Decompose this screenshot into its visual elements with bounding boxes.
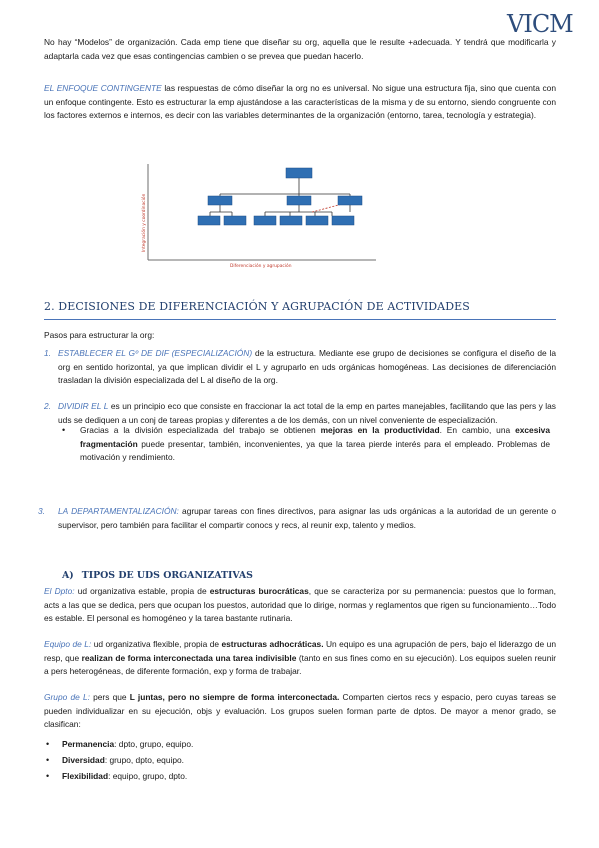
org-chart-figure: [140, 160, 380, 272]
list-item-label: Permanencia: [62, 739, 115, 749]
section-2-rule: [44, 319, 556, 320]
list-item-text: : dpto, grupo, equipo.: [114, 739, 194, 749]
logo-text: VICM: [507, 10, 573, 38]
equipo-text-c: Un equipo es una agrupación de pers, bajo el liderazgo de un resp, que: [44, 639, 556, 663]
y-axis-label: Integración y coordinación: [142, 193, 147, 252]
list-item-label: Flexibilidad: [62, 771, 109, 781]
step-2-body: es un principio eco que consiste en fraccionar la act total de la emp en partes manejables, facilitando que las pers y las uds se dediquen a un conj de tareas propias y diferentes a de los demás, con un nivel conveniente de especialización.: [58, 401, 556, 425]
grupo-bold: L juntas, pero no siempre de forma interconectada.: [129, 692, 340, 702]
dpto-paragraph: [44, 585, 556, 626]
subsection-a-title: TIPOS DE UDS ORGANIZATIVAS: [81, 570, 253, 581]
org-box-low-2: [224, 216, 246, 225]
org-box-low-1: [198, 216, 220, 225]
list-bullet: •: [46, 771, 50, 781]
list-item-label: Diversidad: [62, 755, 105, 765]
subsection-a-heading: [62, 569, 253, 583]
step-3-term: LA DEPARTAMENTALIZACIÓN:: [58, 506, 179, 516]
dpto-bold: estructuras burocráticas: [209, 586, 309, 596]
bullet-text-a: Gracias a la división especializada del trabajo se obtienen: [80, 425, 321, 435]
list-item: [62, 738, 532, 752]
equipo-paragraph: [44, 638, 556, 679]
step-1-text: [58, 347, 556, 388]
org-box-low-6: [332, 216, 354, 225]
list-item: [62, 754, 532, 768]
step-3-text: [58, 505, 556, 532]
dpto-text-c: , que se caracteriza por su permanencia: puestos que lo forman, acts a las que se dedica, pers que ocupan los puestos, autoridad que lo dirige, normas y reglamentos que rigen su funcionamiento…Todo es estable. El personal es homogéneo y la tarea bastante rutinaria.: [44, 586, 556, 624]
org-box-mid-left: [208, 196, 232, 205]
contingent-approach-text: las respuestas de cómo diseñar la org no es universal. No sigue una estructura fija, sino que cuenta con un enfoque contingente. Esto es estructurar la emp ajustándose a las características de la misma y de su entorno, siendo congruente con los factores externos e internos, es decir con las variables determinantes de la organización (entorno, tarea, tecnología y estrategia).: [44, 83, 556, 121]
list-bullet: •: [46, 739, 50, 749]
step-2-term: DIVIDIR EL L: [58, 401, 109, 411]
contingent-approach-term: EL ENFOQUE CONTINGENTE: [44, 83, 162, 93]
specialization-bullet: [80, 424, 550, 465]
equipo-bold-b: estructuras adhocráticas.: [221, 639, 324, 649]
step-3-body: agrupar tareas con fines directivos, para asignar las uds orgánicas a la autoridad de un gerente o supervisor, pero también para facilitar el compartir conocs y recs, al reunir exp, talento y medios.: [58, 506, 557, 530]
org-box-mid-center: [287, 196, 311, 205]
vicm-logo: [505, 8, 575, 38]
equipo-text-a: ud organizativa flexible, propia de: [91, 639, 222, 649]
org-box-top: [286, 168, 312, 178]
list-item: [62, 770, 532, 784]
step-1-body: de la estructura. Mediante ese grupo de decisiones se configura el diseño de la org en sentido horizontal, ya que implican dividir el L y agruparlo en uds orgánicas homogéneas. Las decisiones de diferenciación trasladan la división especializada del L al diseño de la org.: [58, 348, 557, 386]
org-box-low-3: [254, 216, 276, 225]
intro-paragraph: No hay “Modelos” de organización. Cada emp tiene que diseñar su org, aquella que le resulte +adecuada. Y tendrá que modificarla y adaptarla cada vez que esas contingencias cambien o se prevea que puedan hacerlo.: [44, 37, 556, 61]
list-item-text: : equipo, grupo, dpto.: [108, 771, 188, 781]
org-box-low-5: [306, 216, 328, 225]
bullet-bold-fragmentation: excesiva fragmentación: [80, 425, 550, 449]
equipo-term: Equipo de L:: [44, 639, 92, 649]
grupo-term: Grupo de L:: [44, 692, 90, 702]
bullet-dot: •: [62, 425, 66, 435]
subsection-a-letter: A): [62, 570, 74, 581]
step-1-term: ESTABLECER EL Gº DE DIF (ESPECIALIZACIÓN): [58, 348, 253, 358]
contingent-approach-paragraph: [44, 82, 556, 123]
equipo-bold-d: realizan de forma interconectada una tarea indivisible: [81, 652, 297, 663]
steps-intro: Pasos para estructurar la org:: [44, 330, 155, 340]
grupo-text-c: Comparten ciertos recs y espacio, pero cuyas tareas se pueden individualizar en su ejecución, objs y evaluación. Los grupos suelen forman parte de dptos. De mayor a menor grado, se clasifican:: [44, 692, 556, 730]
x-axis-label: Diferenciación y agrupación: [230, 264, 292, 269]
bullet-text-c: . En cambio, una: [439, 425, 516, 435]
bullet-bold-productivity: mejoras en la productividad: [320, 425, 440, 435]
step-3-number: 3.: [38, 506, 45, 516]
org-box-low-4: [280, 216, 302, 225]
grupo-paragraph: [44, 691, 556, 732]
dpto-term: El Dpto:: [44, 586, 75, 596]
section-2-heading: 2. DECISIONES DE DIFERENCIACIÓN Y AGRUPACIÓN DE ACTIVIDADES: [44, 300, 470, 313]
grupo-text-a: pers que: [89, 692, 130, 702]
equipo-text-e: (tanto en sus fines como en su ejecución). Los equipos suelen reunir a pers heterogéneas, de diferente formación, exp y forma de trabajar.: [44, 652, 557, 677]
dpto-text-a: ud organizativa estable, propia de: [74, 586, 210, 596]
list-bullet: •: [46, 755, 50, 765]
step-2-number: 2.: [44, 401, 51, 411]
step-1-number: 1.: [44, 348, 51, 358]
bullet-text-d: puede presentar, también, inconvenientes, ya que la tarea pierde interés para el empleado. Problemas de motivación y rendimiento.: [80, 438, 550, 463]
list-item-text: : grupo, dpto, equipo.: [104, 755, 184, 765]
org-box-mid-right: [338, 196, 362, 205]
